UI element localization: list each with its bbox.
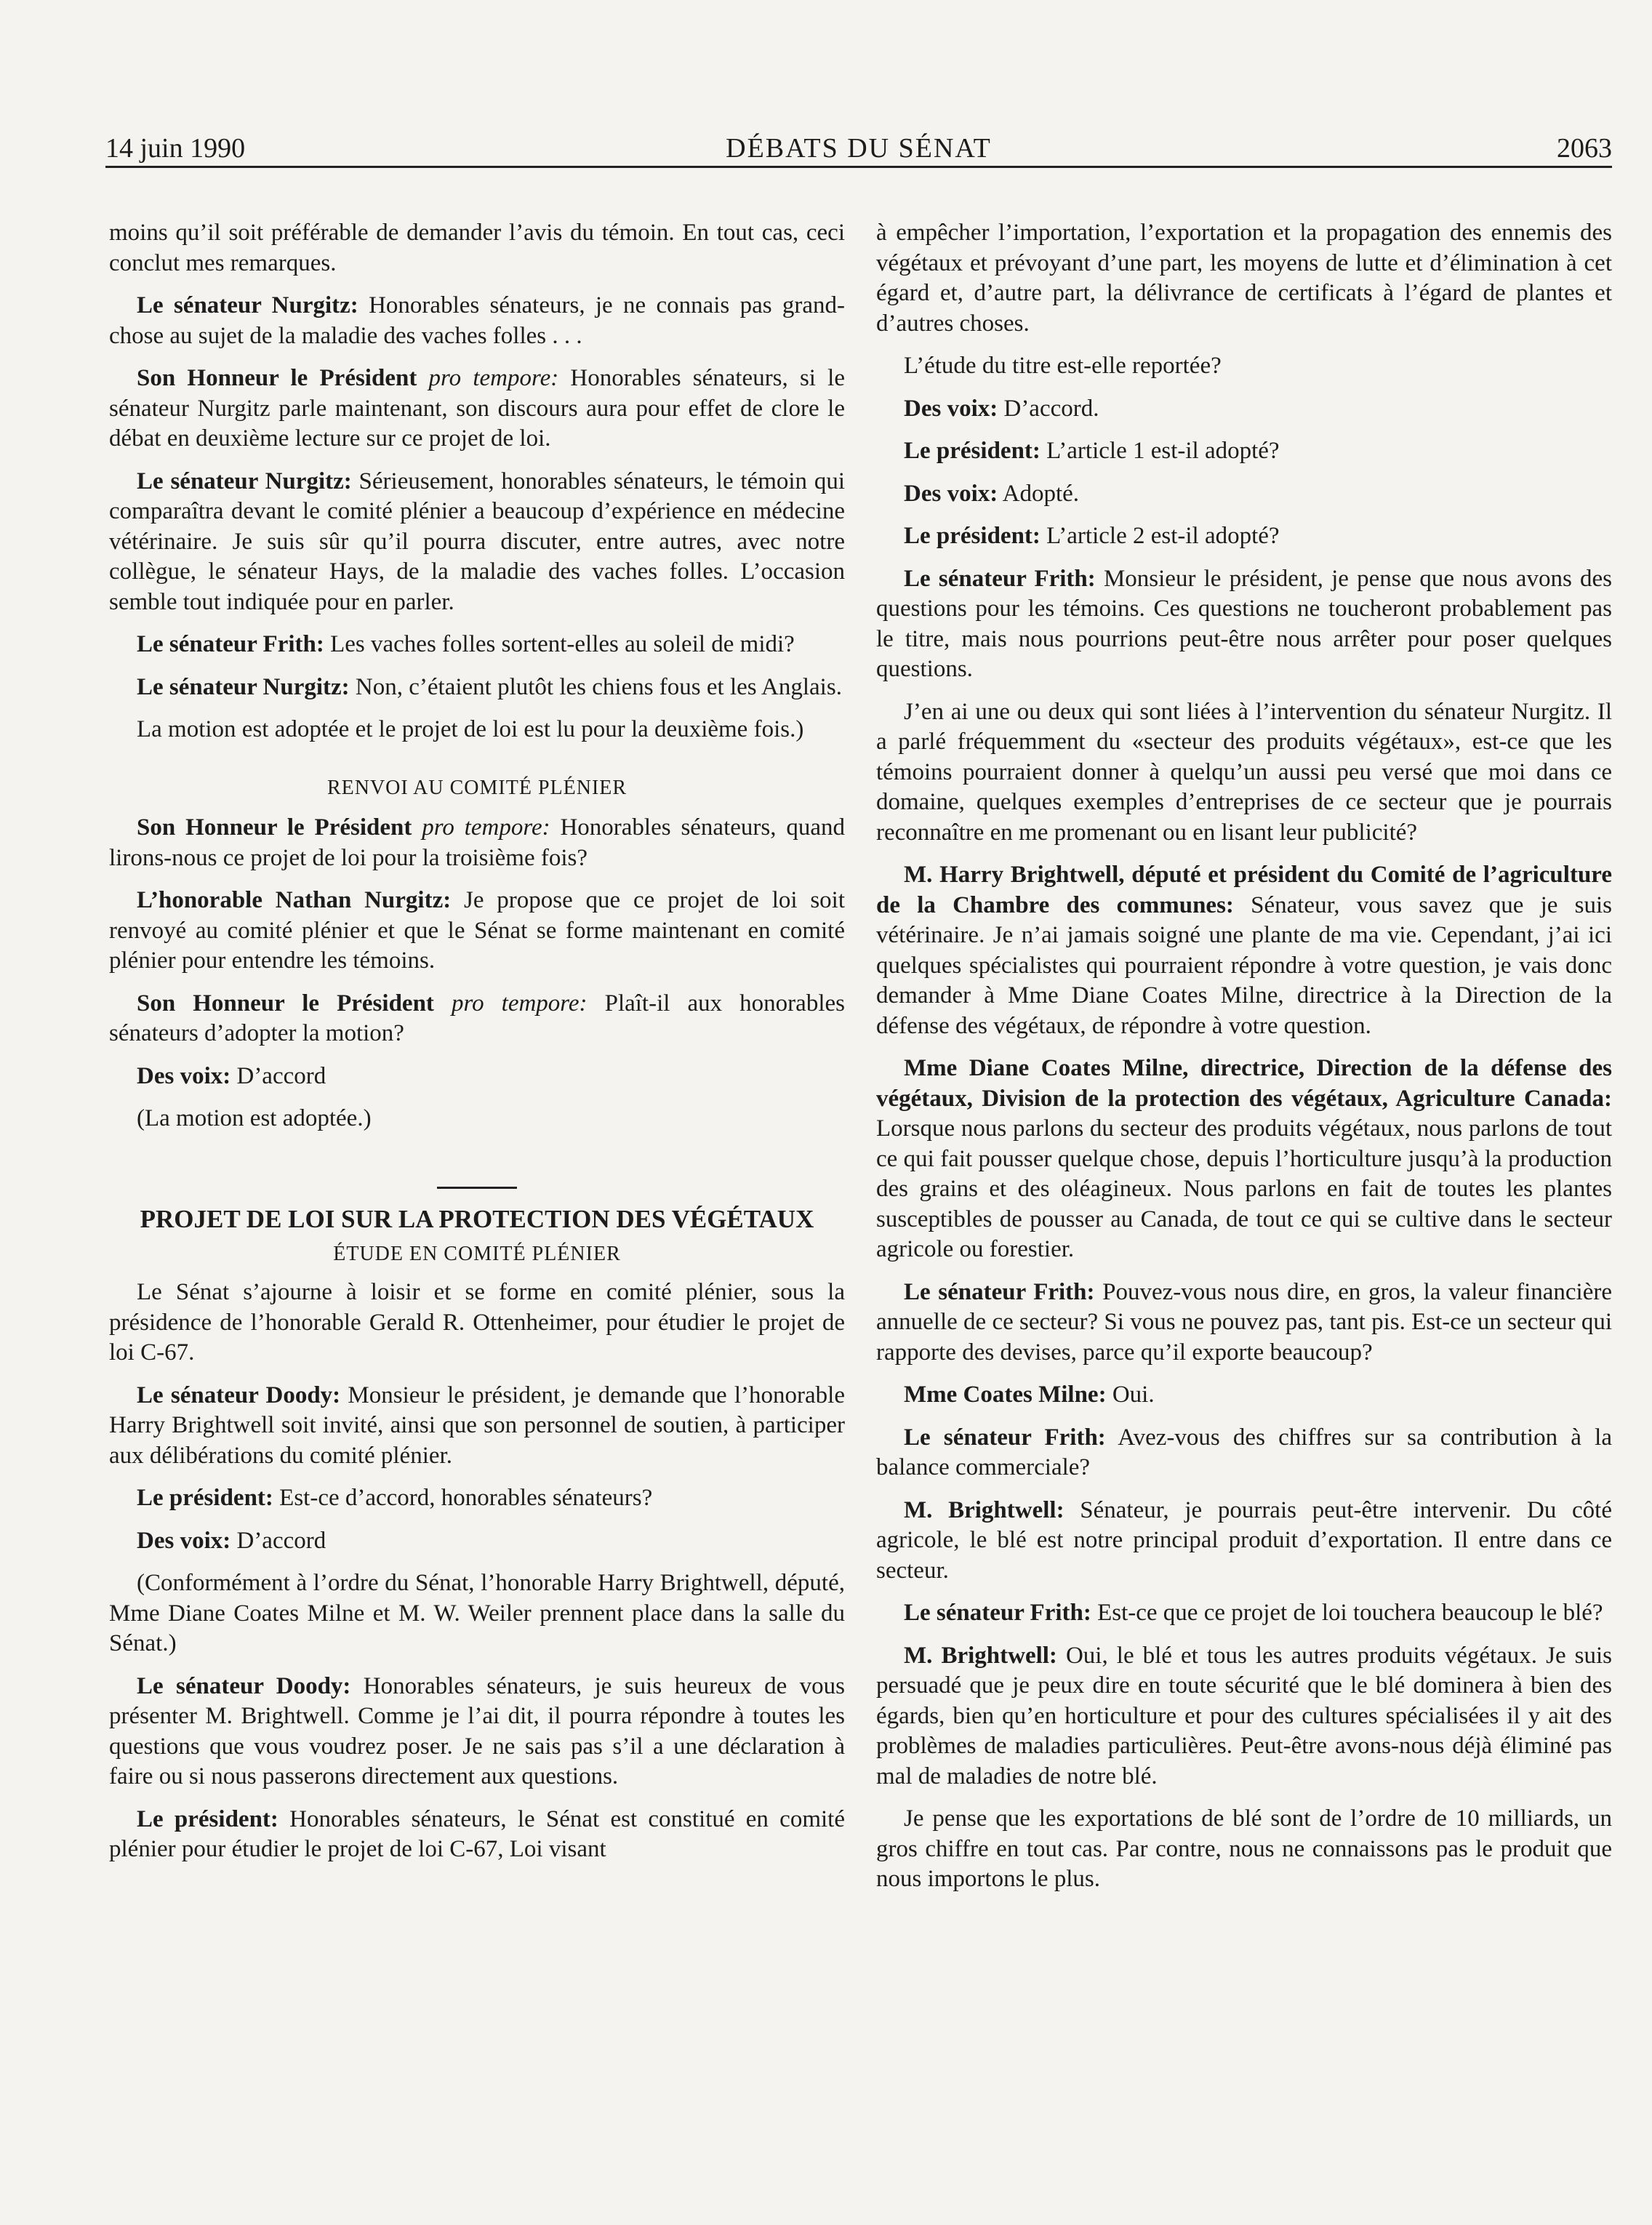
speech-text: Honorables sénateurs, si le sénateur Nurgitz parle maintenant, son discours aura pour effet de clore le débat en deuxième lecture sur ce projet de loi. — [109, 365, 845, 452]
speech-text: Est-ce d’accord, honorables sénateurs? — [273, 1485, 653, 1511]
paragraph — [109, 291, 845, 351]
paragraph — [109, 630, 845, 660]
speaker-name: Son Honneur le Président — [137, 990, 434, 1017]
paragraph: (La motion est adoptée.) — [137, 1105, 372, 1131]
speaker-name: Le président: — [137, 1805, 278, 1832]
speech-text: Est-ce que ce projet de loi touchera beaucoup le blé? — [1091, 1600, 1603, 1626]
speech-text: Les vaches folles sortent-elles au soleil de midi? — [324, 631, 795, 657]
left-column — [109, 218, 845, 1877]
speech-text: Pouvez-vous nous dire, en gros, la valeur financière annuelle de ce secteur? Si vous ne pouvez pas, tant pis. Est-ce un secteur qui rapporte des devises, parce qu’il exporte beaucoup? — [876, 1278, 1612, 1366]
speaker-name: Le président: — [904, 438, 1040, 464]
speaker-name: Le sénateur Frith: — [904, 1424, 1106, 1451]
paragraph — [109, 1381, 845, 1472]
speaker-name: Mme Diane Coates Milne, directrice, Direction de la défense des végétaux, Division de la protection des végétaux, Agriculture Canada: — [876, 1055, 1612, 1112]
speaker-name: Son Honneur le Président — [137, 365, 417, 391]
speaker-qualifier: pro tempore: — [412, 814, 550, 841]
right-column — [876, 218, 1612, 1907]
paragraph — [109, 1805, 845, 1865]
paragraph: à empêcher l’importation, l’exportation et la propagation des ennemis des végétaux et prévoyant d’une part, les moyens de lutte et d’élimination à cet égard et, d’autre part, la délivrance de certificats à l’égard de plantes et d’autres choses. — [876, 220, 1612, 337]
speech-text: Non, c’étaient plutôt les chiens fous et les Anglais. — [349, 673, 842, 700]
speech-text: Oui. — [1106, 1382, 1155, 1408]
speech-text: Monsieur le président, je demande que l’honorable Harry Brightwell soit invité, ainsi que son personnel de soutien, à participer aux délibérations du comité plénier. — [109, 1382, 846, 1469]
speaker-name: Le sénateur Frith: — [904, 1600, 1091, 1626]
speech-text: Sénateur, je pourrais peut-être intervenir. Du côté agricole, le blé est notre principal produit d’exportation. Il entre dans ce secteur. — [876, 1496, 1612, 1584]
speaker-name: Le sénateur Doody: — [137, 1382, 341, 1408]
speech-text: L’article 1 est-il adopté? — [1040, 438, 1280, 464]
page-header — [105, 131, 1612, 168]
paragraph — [109, 364, 845, 454]
paragraph — [109, 1526, 845, 1557]
paragraph: J’en ai une ou deux qui sont liées à l’intervention du sénateur Nurgitz. Il a parlé fréquemment du «secteur des produits végétaux», est-ce que les témoins pourraient donner à quelqu’un aussi peu versé que moi dans ce domaine, quelques exemples d’entreprises de ce secteur que je pourrais reconnaître en me promenant ou en lisant leur publicité? — [876, 698, 1612, 846]
paragraph — [109, 1062, 845, 1092]
section-subheading: ÉTUDE EN COMITÉ PLÉNIER — [333, 1242, 621, 1265]
section-subheading: RENVOI AU COMITÉ PLÉNIER — [326, 776, 627, 799]
header-date: 14 juin 1990 — [105, 133, 246, 164]
paragraph — [876, 860, 1612, 1041]
paragraph — [876, 1380, 1612, 1411]
speaker-name: Le sénateur Nurgitz: — [137, 673, 350, 700]
speaker-name: Des voix: — [904, 480, 998, 507]
paragraph: La motion est adoptée et le projet de loi est lu pour la deuxième fois.) — [137, 716, 804, 742]
speaker-name: Des voix: — [137, 1062, 231, 1089]
speech-text: Adopté. — [998, 480, 1080, 507]
speech-text: Oui, le blé et tous les autres produits végétaux. Je suis persuadé que je peux dire en toute sécurité que le blé dominera à bien des égards, bien qu’en horticulture et pour des cultures spécialisées il y ait des problèmes de maladies particulières. Peut-être avons-nous déjà éliminé pas mal de maladies de notre blé. — [876, 1642, 1612, 1789]
paragraph — [109, 467, 845, 618]
speech-text: Honorables sénateurs, quand lirons-nous ce projet de loi pour la troisième fois? — [109, 814, 845, 871]
speech-text: Monsieur le président, je pense que nous avons des questions pour les témoins. Ces questions ne toucheront probablement pas le titre, mais nous pourrions peut-être nous arrêter pour poser quelques questions. — [876, 565, 1612, 682]
speech-text: Lorsque nous parlons du secteur des produits végétaux, nous parlons de tout ce qui fait pousser quelque chose, depuis l’horticulture jusqu’à la production des grains et des oléagineux. Nous parlons en fait de toutes les plantes susceptibles de pousser au Canada, de tout ce qui se cultive dans le secteur agricole ou forestier. — [876, 1115, 1612, 1262]
speaker-name: Le sénateur Doody: — [137, 1672, 351, 1699]
speaker-name: Le président: — [137, 1485, 273, 1511]
paragraph: Le Sénat s’ajourne à loisir et se forme en comité plénier, sous la présidence de l’honorable Gerald R. Ottenheimer, pour étudier le projet de loi C-67. — [109, 1279, 845, 1366]
speaker-name: Le sénateur Nurgitz: — [137, 468, 352, 494]
speech-text: Je propose que ce projet de loi soit renvoyé au comité plénier et que le Sénat se forme maintenant en comité plénier pour entendre les témoins. — [109, 887, 846, 974]
paragraph — [109, 886, 845, 977]
paragraph — [876, 1054, 1612, 1265]
speech-text: D’accord — [230, 1527, 326, 1554]
header-title: DÉBATS DU SÉNAT — [726, 133, 992, 164]
paragraph — [876, 1598, 1612, 1629]
speaker-name: Le sénateur Frith: — [137, 631, 324, 657]
speaker-qualifier: pro tempore: — [417, 365, 559, 391]
speaker-name: Des voix: — [904, 395, 998, 422]
speaker-name: Le sénateur Nurgitz: — [137, 292, 358, 318]
paragraph — [876, 564, 1612, 685]
speech-text: L’article 2 est-il adopté? — [1040, 523, 1280, 549]
speaker-name: M. Brightwell: — [904, 1496, 1064, 1523]
paragraph — [876, 479, 1612, 510]
paragraph: (Conformément à l’ordre du Sénat, l’honorable Harry Brightwell, député, Mme Diane Coates Milne et M. W. Weiler prennent place dans la salle du Sénat.) — [109, 1570, 845, 1656]
paragraph — [876, 394, 1612, 425]
speaker-name: M. Harry Brightwell, député et président du Comité de l’agriculture de la Chambre des communes: — [876, 862, 1612, 918]
speaker-name: M. Brightwell: — [904, 1642, 1057, 1669]
paragraph — [109, 1672, 845, 1792]
paragraph — [109, 1483, 845, 1514]
paragraph — [876, 1641, 1612, 1792]
speech-text: Honorables sénateurs, le Sénat est constitué en comité plénier pour étudier le projet de loi C-67, Loi visant — [109, 1805, 845, 1862]
paragraph — [876, 1278, 1612, 1368]
paragraph — [109, 673, 845, 703]
speaker-name: Le sénateur Frith: — [904, 565, 1096, 592]
speaker-name: Des voix: — [137, 1527, 231, 1554]
paragraph — [876, 1496, 1612, 1587]
page-number: 2063 — [1557, 133, 1612, 164]
speaker-name: Le président: — [904, 523, 1040, 549]
paragraph — [876, 436, 1612, 467]
paragraph: L’étude du titre est-elle reportée? — [904, 353, 1222, 379]
section-title: PROJET DE LOI SUR LA PROTECTION DES VÉGÉTAUX — [140, 1204, 814, 1233]
paragraph: moins qu’il soit préférable de demander l’avis du témoin. En tout cas, ceci conclut mes remarques. — [109, 220, 845, 276]
paragraph — [876, 521, 1612, 552]
section-divider — [437, 1187, 517, 1189]
speech-text: Plaît-il aux honorables sénateurs d’adopter la motion? — [109, 990, 845, 1046]
speech-text: D’accord. — [998, 395, 1099, 422]
speaker-name: Mme Coates Milne: — [904, 1382, 1107, 1408]
speaker-name: L’honorable Nathan Nurgitz: — [137, 887, 452, 913]
speech-text: Honorables sénateurs, je suis heureux de vous présenter M. Brightwell. Comme je l’ai dit, il pourra répondre à toutes les questions que vous voudrez poser. Je ne sais pas s’il a une déclaration à faire ou si nous passerons directement aux questions. — [109, 1672, 845, 1789]
speech-text: Honorables sénateurs, je ne connais pas grand-chose au sujet de la maladie des vaches folles . . . — [109, 292, 846, 349]
speech-text: Sénateur, vous savez que je suis vétérinaire. Je n’ai jamais soigné une plante de ma vie. Cependant, j’ai ici quelques spécialistes qui pourraient répondre à votre question, je vais donc demander à Mme Diane Coates Milne, directrice à la Direction de la défense des végétaux, de répondre à votre question. — [876, 891, 1613, 1039]
speaker-name: Son Honneur le Président — [137, 814, 412, 841]
speech-text: Sérieusement, honorables sénateurs, le témoin qui comparaîtra devant le comité plénier a beaucoup d’expérience en médecine vétérinaire. Je suis sûr qu’il pourra discuter, entre autres, avec notre collègue, le sénateur Hays, de la maladie des vaches folles. L’occasion semble tout indiquée pour en parler. — [109, 468, 845, 615]
paragraph: Je pense que les exportations de blé sont de l’ordre de 10 milliards, un gros chiffre en tout cas. Par contre, nous ne connaissons pas le produit que nous importons le plus. — [876, 1805, 1612, 1892]
speech-text: D’accord — [230, 1062, 326, 1089]
paragraph — [109, 813, 845, 873]
speaker-name: Le sénateur Frith: — [904, 1278, 1095, 1305]
speech-text: Avez-vous des chiffres sur sa contribution à la balance commerciale? — [876, 1424, 1612, 1480]
speaker-qualifier: pro tempore: — [433, 990, 588, 1017]
paragraph — [876, 1423, 1612, 1483]
paragraph — [109, 989, 845, 1049]
